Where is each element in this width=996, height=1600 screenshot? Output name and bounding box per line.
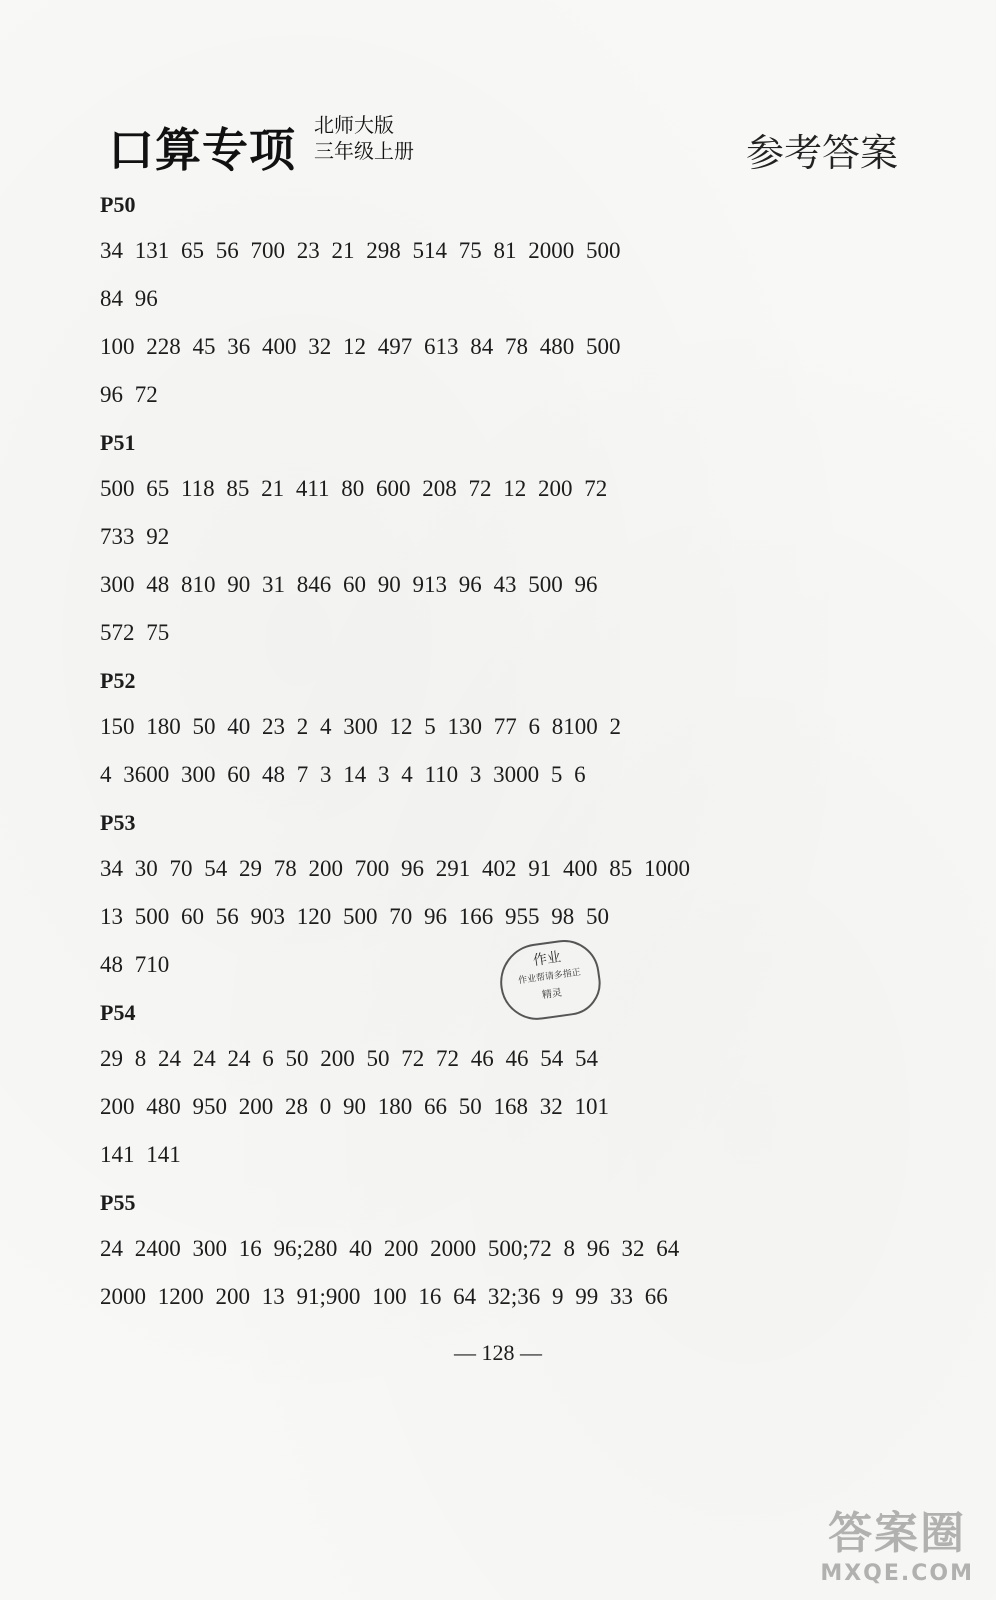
edition-line-1: 北师大版 — [314, 113, 394, 137]
watermark-cn: 答案圈 — [828, 1508, 967, 1559]
edition-line-2: 三年级上册 — [314, 139, 414, 163]
answer-line: 34 30 70 54 29 78 200 700 96 291 402 91 400 85 1000 — [100, 856, 690, 881]
section-title: P51 — [100, 430, 136, 455]
answer-line: 500 65 118 85 21 411 80 600 208 72 12 200 72 — [100, 476, 608, 501]
section-p51 — [100, 426, 900, 664]
answer-line: 733 92 — [100, 524, 170, 549]
answer-line: 300 48 810 90 31 846 60 90 913 96 43 500 96 — [100, 572, 598, 597]
section-title: P53 — [100, 810, 136, 835]
answer-line: 572 75 — [100, 620, 170, 645]
answer-key-label: 参考答案 — [745, 131, 898, 175]
section-p52 — [100, 664, 900, 806]
answer-line: 4 3600 300 60 48 7 3 14 3 4 110 3 3000 5 6 — [100, 762, 586, 787]
answer-content — [100, 188, 900, 1328]
book-title: 口算专项 — [108, 123, 296, 177]
section-title: P52 — [100, 668, 136, 693]
answer-line: 34 131 65 56 700 23 21 298 514 75 81 2000 500 — [100, 238, 621, 263]
stamp-line-2: 作业帮请多指正 — [517, 967, 582, 987]
answer-line: 150 180 50 40 23 2 4 300 12 5 130 77 6 8100 2 — [100, 714, 621, 739]
section-p54 — [100, 996, 900, 1186]
section-title: P55 — [100, 1190, 136, 1215]
answer-line: 200 480 950 200 28 0 90 180 66 50 168 32 101 — [100, 1094, 609, 1119]
page-header — [108, 112, 898, 177]
section-p50 — [100, 188, 900, 426]
section-title: P50 — [100, 192, 136, 217]
answer-line: 48 710 — [100, 952, 170, 977]
answer-line: 24 2400 300 16 96;280 40 200 2000 500;72 8 96 32 64 — [100, 1236, 680, 1261]
page-number: — 128 — — [454, 1340, 542, 1365]
watermark-en: MXQE.COM — [820, 1561, 974, 1586]
section-title: P54 — [100, 1000, 136, 1025]
answer-line: 29 8 24 24 24 6 50 200 50 72 72 46 46 54 54 — [100, 1046, 598, 1071]
answer-line: 84 96 — [100, 286, 158, 311]
stamp-line-3: 精灵 — [541, 987, 563, 1002]
edition-label — [314, 112, 414, 164]
answer-line: 13 500 60 56 903 120 500 70 96 166 955 98 50 — [100, 904, 609, 929]
site-watermark — [820, 1497, 974, 1586]
answer-line: 100 228 45 36 400 32 12 497 613 84 78 480 500 — [100, 334, 621, 359]
answer-line: 141 141 — [100, 1142, 181, 1167]
stamp-line-1: 作业 — [532, 949, 563, 970]
section-p55 — [100, 1186, 900, 1328]
answer-line: 96 72 — [100, 382, 158, 407]
answer-line: 2000 1200 200 13 91;900 100 16 64 32;36 9 99 33 66 — [100, 1284, 668, 1309]
